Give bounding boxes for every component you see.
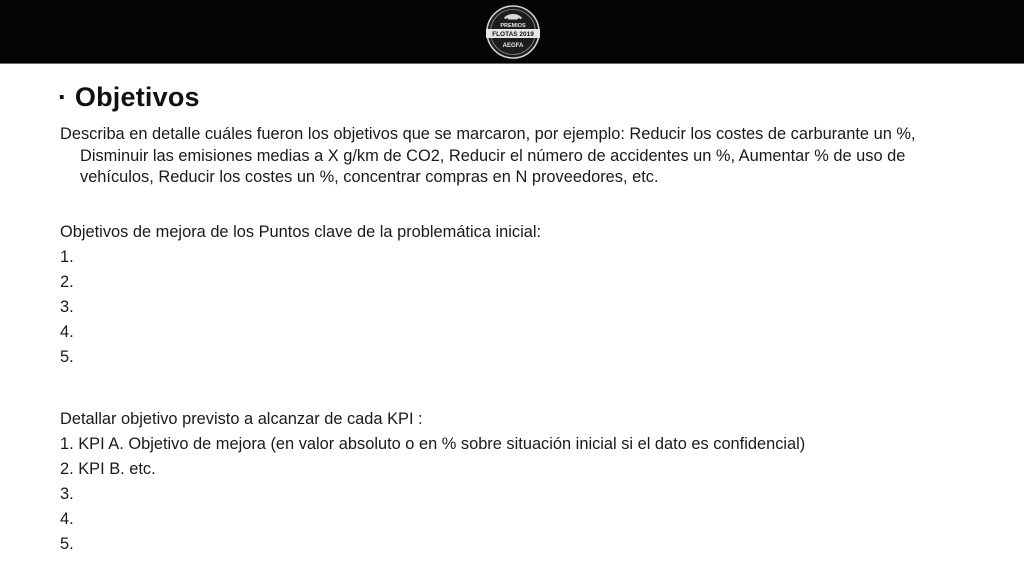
section2-item-4: 4. — [60, 510, 74, 528]
section1-item-2: 2. — [60, 273, 74, 291]
section1-item-5: 5. — [60, 348, 74, 366]
logo-line1: PREMIOS — [500, 23, 526, 29]
page-title: · Objetivos — [58, 82, 200, 112]
premios-flotas-logo — [482, 4, 544, 60]
section2-item-2: 2. KPI B. etc. — [60, 460, 156, 478]
section1-heading: Objetivos de mejora de los Puntos clave de la problemática inicial: — [60, 223, 542, 241]
section2-item-3: 3. — [60, 485, 74, 503]
section1-item-3: 3. — [60, 298, 74, 316]
section2-item-5: 5. — [60, 535, 74, 553]
logo-line3: AEGFA — [502, 43, 524, 49]
logo-line2: FLOTAS 2019 — [492, 31, 534, 38]
section1-item-1: 1. — [60, 248, 74, 266]
section2-item-1: 1. KPI A. Objetivo de mejora (en valor absoluto o en % sobre situación inicial si el dato es confidencial) — [60, 435, 806, 453]
section1-item-4: 4. — [60, 323, 74, 341]
award-seal-icon — [482, 4, 544, 60]
section2-heading: Detallar objetivo previsto a alcanzar de cada KPI : — [60, 410, 423, 428]
header-bar — [0, 0, 1024, 64]
intro-paragraph: Describa en detalle cuáles fueron los objetivos que se marcaron, por ejemplo: Reducir los costes de carburante un %, Disminuir las emisiones medias a X g/km de CO2, Reducir el número de accidentes un %, Aumentar % de uso de vehículos, Reducir los costes un %, concentrar compras en N proveedores, etc. — [60, 125, 916, 186]
